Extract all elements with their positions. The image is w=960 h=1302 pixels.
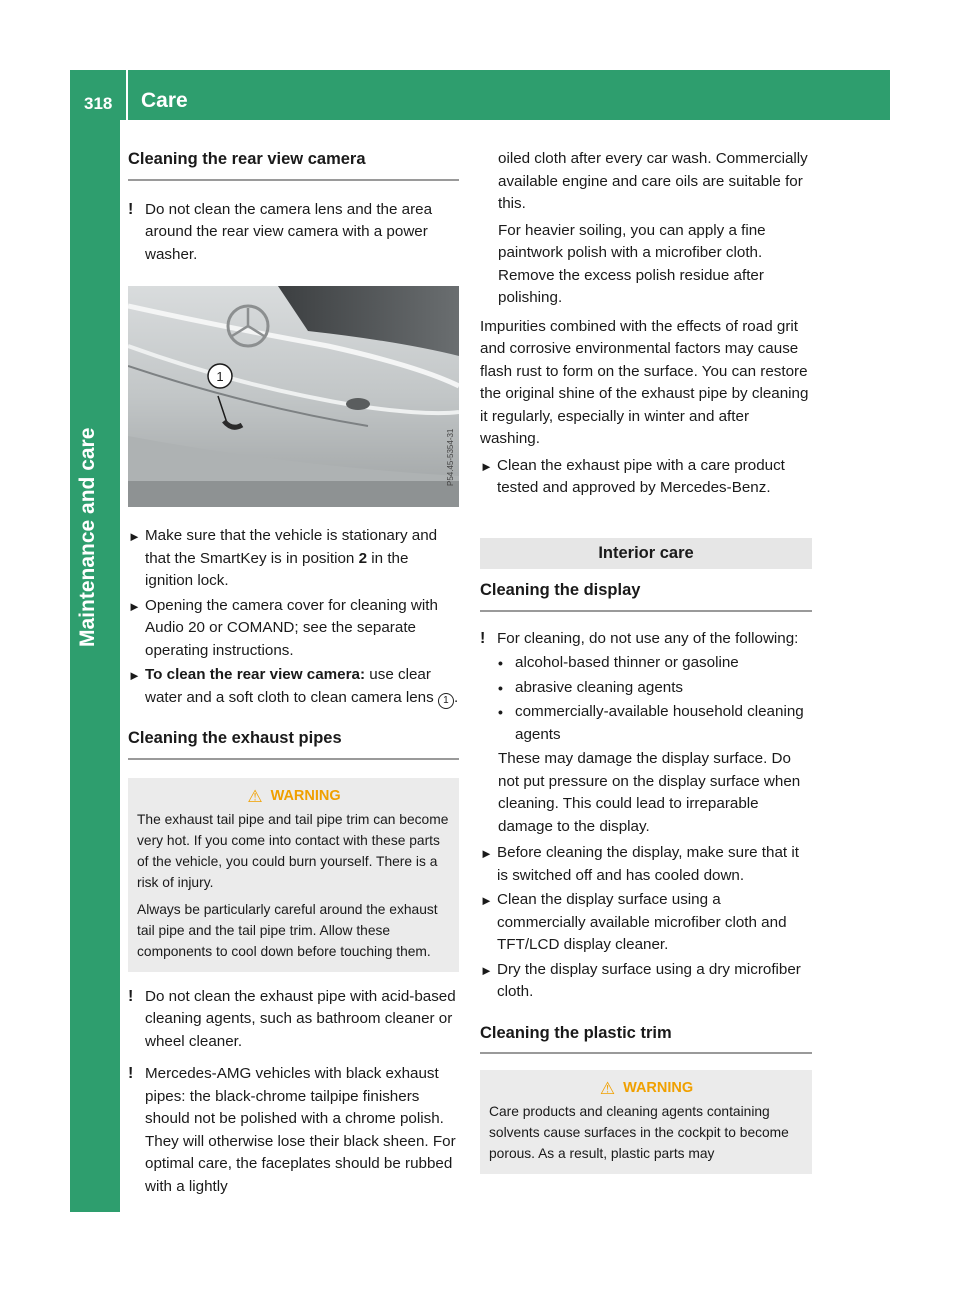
heading-cleaning-display: Cleaning the display [480, 579, 812, 612]
warning-box-plastic: ⚠ WARNING Care products and cleaning agents containing solvents cause surfaces in the cockpit to become porous. As a result, plastic parts may [480, 1070, 812, 1174]
right-column [480, 148, 812, 1174]
exclamation-icon: ! [128, 1065, 134, 1082]
exclamation-icon: ! [128, 987, 134, 1005]
arrow-icon: ► [480, 893, 493, 908]
figure-code: P54.45-5354-31 [446, 428, 455, 486]
exclamation-icon: ! [480, 629, 486, 647]
page-header [70, 70, 890, 120]
warning-title: WARNING [270, 787, 341, 804]
heading-exhaust-pipes: Cleaning the exhaust pipes [128, 727, 459, 760]
bullet-icon: • [498, 679, 503, 696]
bullet-item: • commercially-available household cleaning agents [498, 703, 804, 743]
display-damage-text: These may damage the display surface. Do not put pressure on the display surface when cleaning. This could lead to irreparable damage to the display. [498, 750, 801, 835]
section-label: Maintenance and care [76, 427, 99, 647]
note-power-washer: ! Do not clean the camera lens and the area around the rear view camera with a power washer. [128, 200, 433, 263]
figure-callout: 1 [216, 369, 224, 384]
step-clean-exhaust: ► Clean the exhaust pipe with a care product tested and approved by Mercedes-Benz. [480, 456, 785, 496]
header-divider [126, 70, 128, 120]
note-display-cleaning: ! For cleaning, do not use any of the following: [480, 628, 812, 651]
section-sidebar [70, 120, 120, 1212]
arrow-icon: ► [480, 458, 493, 474]
left-column [128, 148, 459, 1200]
step-clean-display: ► Clean the display surface using a commercially available microfiber cloth and TFT/LCD display cleaner. [480, 891, 787, 953]
note-acid-cleaners: ! Do not clean the exhaust pipe with acid-based cleaning agents, such as bathroom cleaner or wheel cleaner. [128, 987, 456, 1050]
rear-camera-figure [128, 286, 459, 507]
step-dry-display: ► Dry the display surface using a dry microfiber cloth. [480, 960, 801, 1000]
callout-1-icon: 1 [438, 693, 454, 709]
exhaust-care-continued: oiled cloth after every car wash. Commercially available engine and care oils are suitable for this. [498, 150, 808, 212]
exclamation-icon: ! [128, 200, 134, 218]
vehicle-rear-illustration [128, 286, 459, 507]
step-open-camera-cover: ► Opening the camera cover for cleaning with Audio 20 or COMAND; see the separate operating instructions. [128, 596, 438, 659]
chapter-title: Care [141, 89, 188, 112]
arrow-icon: ► [128, 598, 141, 614]
arrow-icon: ► [480, 846, 493, 861]
step-display-off: ► Before cleaning the display, make sure that it is switched off and has cooled down. [480, 844, 799, 884]
bullet-icon: • [498, 655, 503, 671]
arrow-icon: ► [128, 668, 141, 683]
bullet-icon: • [498, 704, 503, 720]
note-amg-black-tailpipes: ! Mercedes-AMG vehicles with black exhaust pipes: the black-chrome tailpipe finishers should not be polished with a chrome polish. They will otherwise lose their black sheen. For optimal care, the faceplates should be rubbed with a lightly [128, 1065, 456, 1195]
heading-plastic-trim: Cleaning the plastic trim [480, 1022, 812, 1055]
warning-triangle-icon: ⚠ [599, 1079, 616, 1098]
bullet-item: • abrasive cleaning agents [498, 677, 812, 700]
warning-box-exhaust: ⚠ WARNING The exhaust tail pipe and tail pipe trim can become very hot. If you come into contact with these parts of the vehicle, you could burn yourself. There is a risk of injury. Always be particularly careful around the exhaust tail pipe and the tail pipe trim. Allow these components to cool down before touching them. [128, 778, 459, 972]
bullet-item: • alcohol-based thinner or gasoline [498, 652, 812, 675]
arrow-icon: ► [480, 962, 493, 978]
page-number: 318 [84, 94, 113, 113]
impurities-paragraph: Impurities combined with the effects of road grit and corrosive environmental factors may cause flash rust to form on the surface. You can restore the original shine of the exhaust pipe by cleaning it regularly, especially in winter and after washing. [480, 317, 809, 447]
heavier-soiling-text: For heavier soiling, you can apply a fine paintwork polish with a microfiber cloth. Remove the excess polish residue after polishing. [498, 221, 766, 306]
step-clean-camera: ► To clean the rear view camera: use clear water and a soft cloth to clean camera lens 1 . [128, 664, 459, 709]
step-vehicle-stationary: ► Make sure that the vehicle is stationary and that the SmartKey is in position 2 in the ignition lock. [128, 527, 438, 589]
heading-rear-camera: Cleaning the rear view camera [128, 148, 459, 181]
arrow-icon: ► [128, 529, 141, 544]
warning-triangle-icon: ⚠ [247, 786, 263, 806]
warning-title: WARNING [623, 1080, 694, 1096]
section-band-interior-care: Interior care [480, 538, 812, 570]
